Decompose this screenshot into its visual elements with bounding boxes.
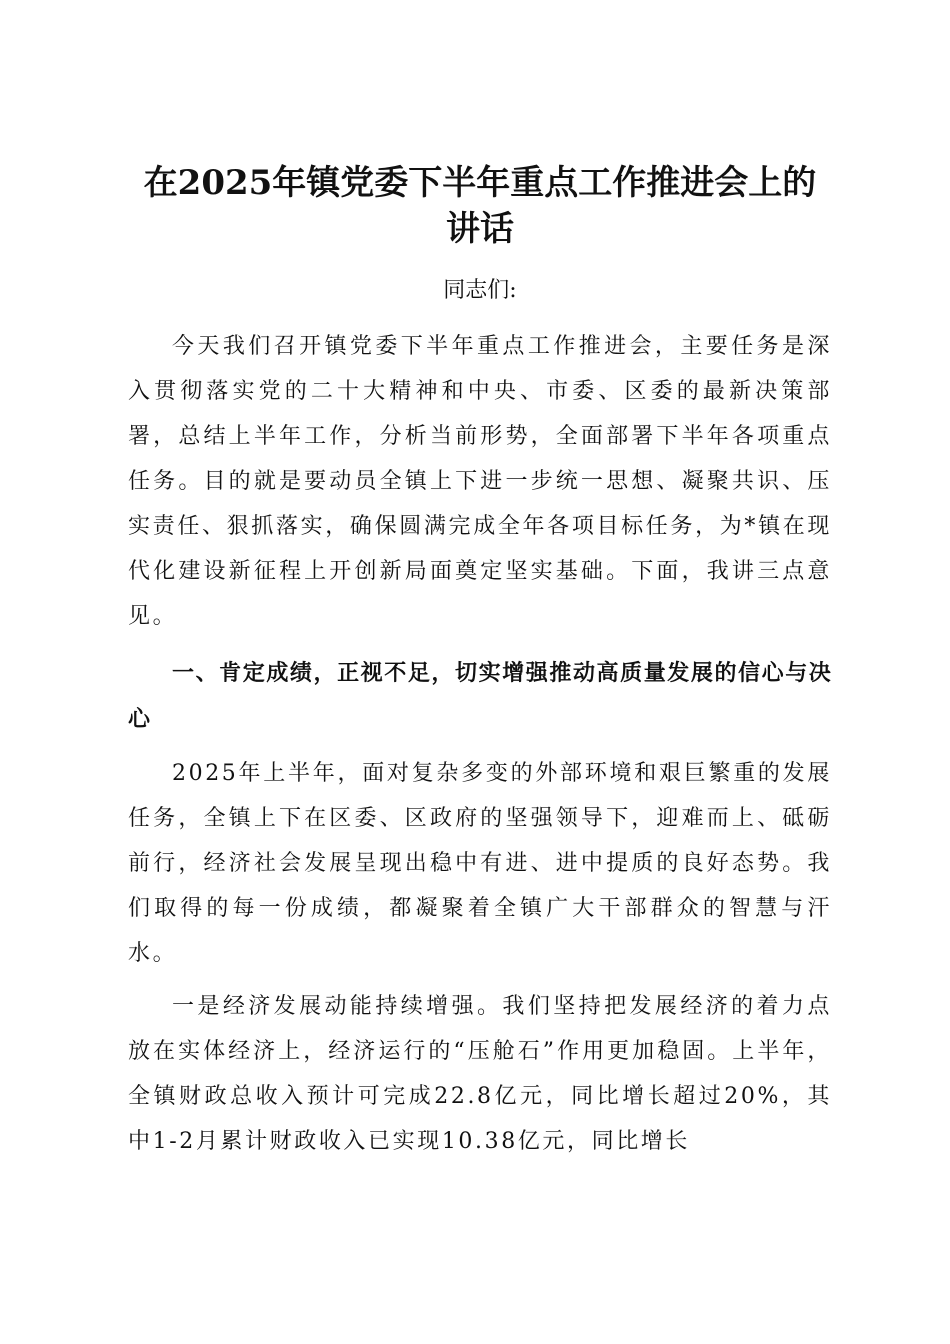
document-title: 在2025年镇党委下半年重点工作推进会上的讲话: [143, 163, 817, 249]
document-body: [128, 160, 832, 1164]
salutation: 同志们:: [443, 278, 517, 303]
section-heading-1: 一、肯定成绩，正视不足，切实增强推动高质量发展的信心与决心: [128, 661, 832, 732]
section-1-paragraph: 2025年上半年，面对复杂多变的外部环境和艰巨繁重的发展任务，全镇上下在区委、区政府的坚强领导下，迎难而上、砥砺前行，经济社会发展呈现出稳中有进、进中提质的良好态势。我们取得的每一份成绩，都凝聚着全镇广大干部群众的智慧与汗水。: [128, 761, 832, 966]
intro-paragraph: 今天我们召开镇党委下半年重点工作推进会，主要任务是深入贯彻落实党的二十大精神和中央、市委、区委的最新决策部署，总结上半年工作，分析当前形势，全面部署下半年各项重点任务。目的就是要动员全镇上下进一步统一思想、凝聚共识、压实责任、狠抓落实，确保圆满完成全年各项目标任务，为*镇在现代化建设新征程上开创新局面奠定坚实基础。下面，我讲三点意见。: [128, 334, 832, 629]
section-1-point-1-paragraph: 一是经济发展动能持续增强。我们坚持把发展经济的着力点放在实体经济上，经济运行的“压舱石”作用更加稳固。上半年，全镇财政总收入预计可完成22.8亿元，同比增长超过20%，其中1-2月累计财政收入已实现10.38亿元，同比增长: [128, 994, 832, 1154]
